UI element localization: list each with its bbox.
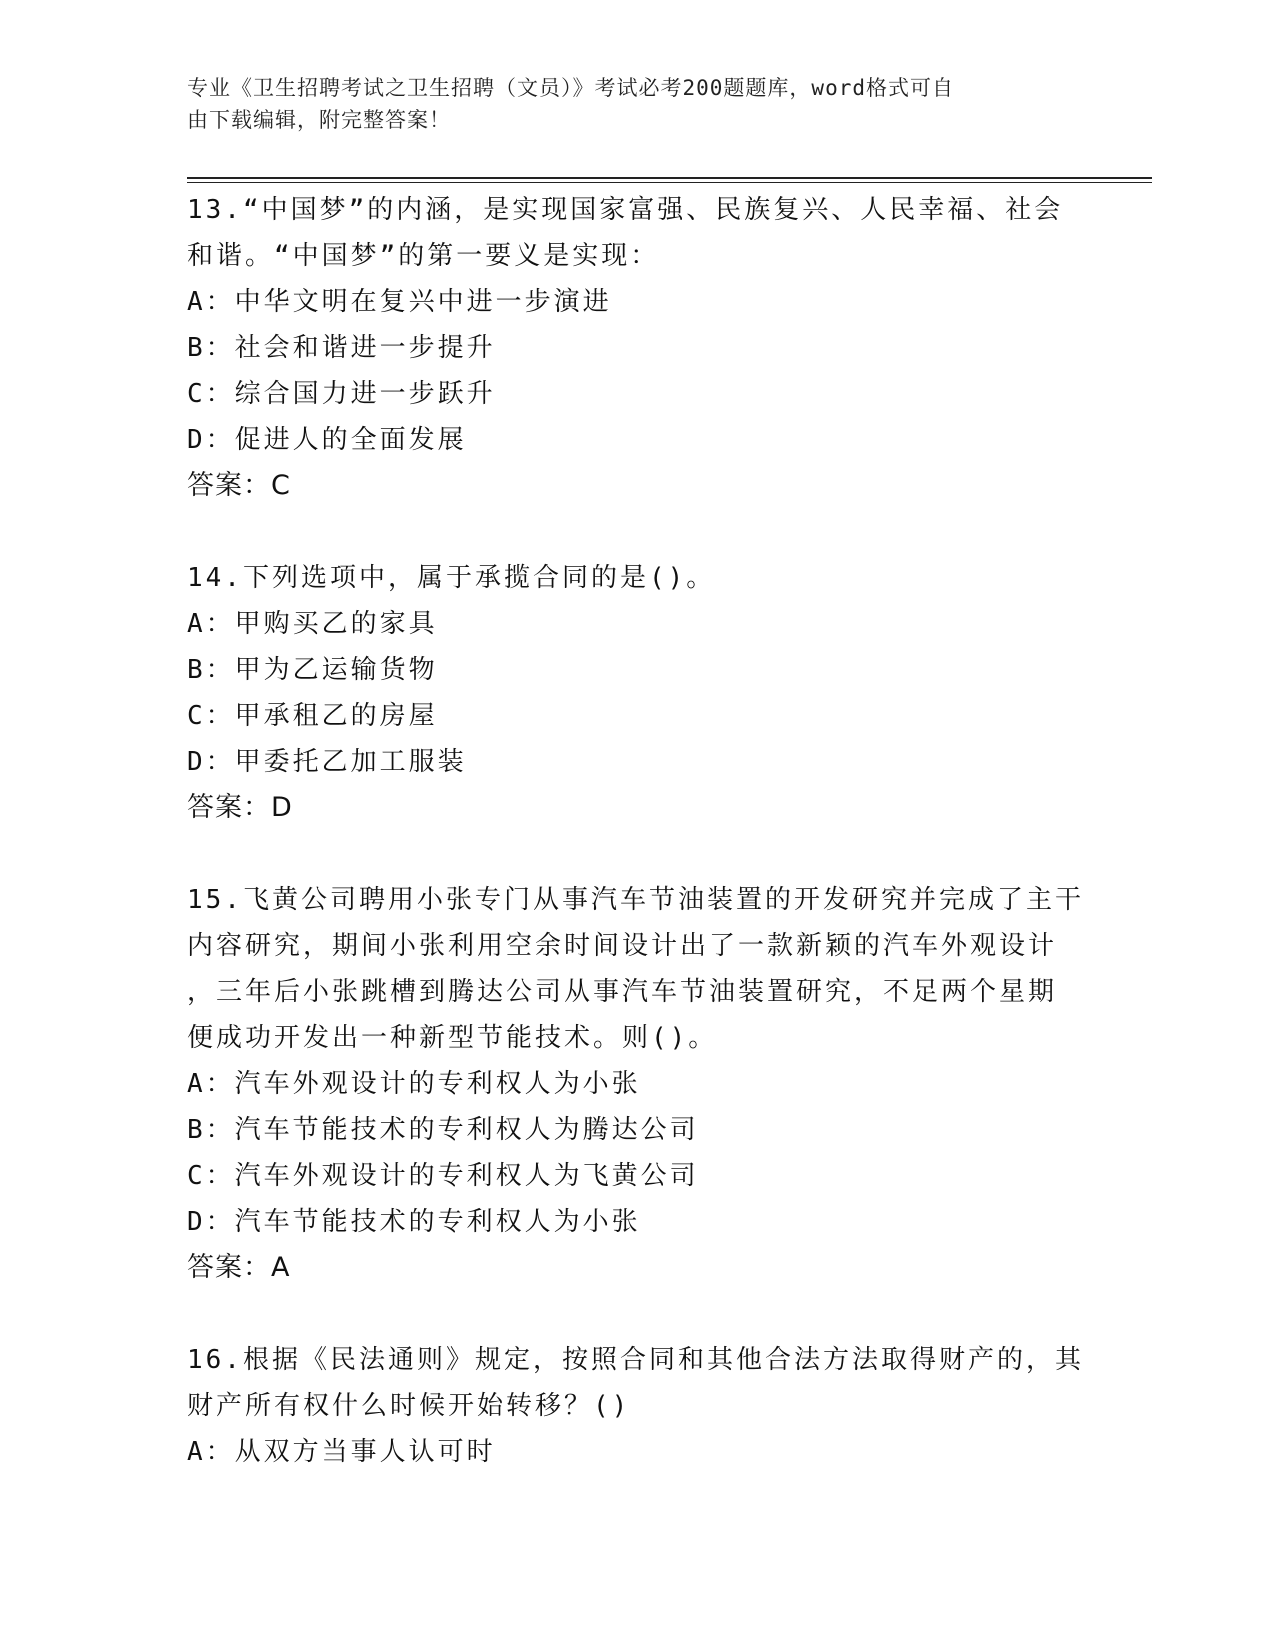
question-spacer — [187, 831, 1087, 877]
header-intro-line-1: 专业《卫生招聘考试之卫生招聘（文员）》考试必考200题题库，word格式可自 — [187, 76, 954, 100]
header-intro-line-2: 由下载编辑，附完整答案！ — [187, 108, 451, 132]
question-14-line-1: 14.下列选项中，属于承揽合同的是()。 — [187, 563, 716, 593]
question-14-option-a: A：甲购买乙的家具 — [187, 609, 438, 639]
question-15-line-3: ，三年后小张跳槽到腾达公司从事汽车节油装置研究，不足两个星期 — [187, 977, 1058, 1007]
header-divider-thick — [187, 177, 1152, 179]
question-13-answer: 答案：C — [187, 470, 291, 501]
question-14-option-b: B：甲为乙运输货物 — [187, 655, 438, 685]
question-13-option-a: A：中华文明在复兴中进一步演进 — [187, 287, 612, 317]
question-13-option-b: B：社会和谐进一步提升 — [187, 333, 496, 363]
question-14 — [187, 555, 1087, 831]
question-13-option-c: C：综合国力进一步跃升 — [187, 379, 496, 409]
question-16-option-a: A：从双方当事人认可时 — [187, 1437, 496, 1467]
question-15-answer: 答案：A — [187, 1252, 291, 1283]
question-14-answer: 答案：D — [187, 792, 293, 823]
question-14-option-c: C：甲承租乙的房屋 — [187, 701, 438, 731]
question-15-line-1: 15.飞黄公司聘用小张专门从事汽车节油装置的开发研究并完成了主干 — [187, 885, 1084, 915]
question-16-line-1: 16.根据《民法通则》规定，按照合同和其他合法方法取得财产的，其 — [187, 1345, 1084, 1375]
question-15-option-b: B：汽车节能技术的专利权人为腾达公司 — [187, 1115, 699, 1145]
header-divider-thin — [187, 182, 1152, 183]
question-13-option-d: D：促进人的全面发展 — [187, 425, 467, 455]
question-15-option-d: D：汽车节能技术的专利权人为小张 — [187, 1207, 641, 1237]
question-15-line-4: 便成功开发出一种新型节能技术。则()。 — [187, 1023, 718, 1053]
question-spacer — [187, 1291, 1087, 1337]
question-13-line-2: 和谐。“中国梦”的第一要义是实现： — [187, 241, 660, 271]
question-16 — [187, 1337, 1087, 1475]
question-15-option-c: C：汽车外观设计的专利权人为飞黄公司 — [187, 1161, 699, 1191]
question-13-line-1: 13.“中国梦”的内涵，是实现国家富强、民族复兴、人民幸福、社会 — [187, 195, 1064, 225]
question-spacer — [187, 509, 1087, 555]
question-14-option-d: D：甲委托乙加工服装 — [187, 747, 467, 777]
question-15-line-2: 内容研究，期间小张利用空余时间设计出了一款新颖的汽车外观设计 — [187, 931, 1058, 961]
document-header — [187, 72, 1067, 136]
question-15 — [187, 877, 1087, 1291]
question-list — [187, 187, 1087, 1475]
question-15-option-a: A：汽车外观设计的专利权人为小张 — [187, 1069, 641, 1099]
question-16-line-2: 财产所有权什么时候开始转移？() — [187, 1391, 631, 1421]
question-13 — [187, 187, 1087, 509]
